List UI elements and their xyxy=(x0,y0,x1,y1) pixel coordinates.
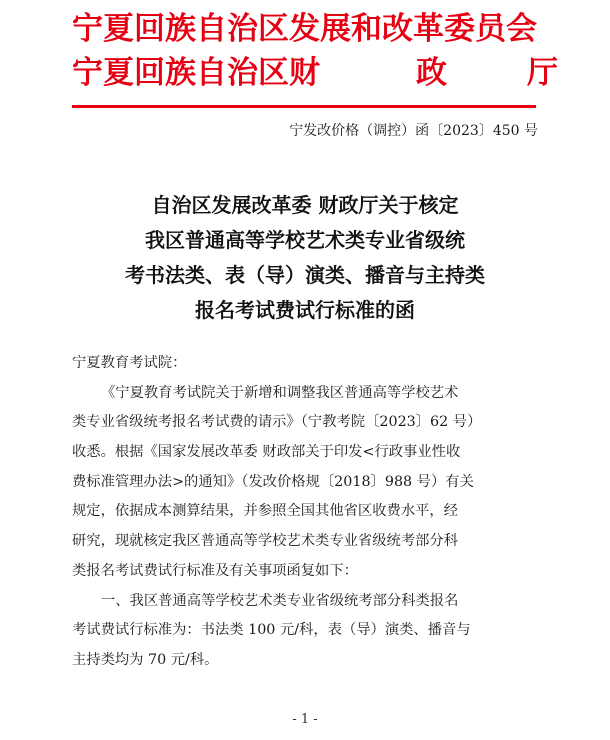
issuer-header-line-2 xyxy=(72,55,558,91)
document-title-line-1: 自治区发展改革委 财政厅关于核定 xyxy=(151,193,459,217)
document-title-line-3: 考书法类、表（导）演类、播音与主持类 xyxy=(125,263,485,287)
document-title-line-2: 我区普通高等学校艺术类专业省级统 xyxy=(145,228,465,252)
body-line-4: 费标准管理办法>的通知》（发改价格规〔2018〕988 号）有关 xyxy=(72,474,474,490)
addressee: 宁夏教育考试院： xyxy=(72,355,187,371)
body-line-7: 类报名考试费试行标准及有关事项函复如下： xyxy=(72,563,358,579)
body-line-6: 研究，现就核定我区普通高等学校艺术类专业省级统考部分科 xyxy=(72,533,459,549)
body-line-9: 考试费试行标准为：书法类 100 元/科，表（导）演类、播音与 xyxy=(72,622,471,638)
body-line-5: 规定，依据成本测算结果，并参照全国其他省区收费水平，经 xyxy=(72,503,459,519)
document-number: 宁发改价格（调控）函〔2023〕450 号 xyxy=(289,123,538,139)
body-line-10: 主持类均为 70 元/科。 xyxy=(72,652,219,668)
issuer-header-line-1: 宁夏回族自治区发展和改革委员会 xyxy=(72,11,537,47)
body-line-2: 类专业省级统考报名考试费的请示》（宁教考院〔2023〕62 号） xyxy=(72,414,482,430)
red-header-rule xyxy=(72,105,536,108)
body-line-3: 收悉。根据《国家发展改革委 财政部关于印发<行政事业性收 xyxy=(72,444,461,460)
body-line-1: 《宁夏教育考试院关于新增和调整我区普通高等学校艺术 xyxy=(101,385,459,401)
page-number: - 1 - xyxy=(292,712,318,727)
body-line-8: 一、我区普通高等学校艺术类专业省级统考部分科类报名 xyxy=(101,593,459,609)
issuer-header-line-2-prefix: 宁夏回族自治区财 xyxy=(72,55,320,91)
issuer-header-char-ting: 厅 xyxy=(527,55,558,91)
document-title-line-4: 报名考试费试行标准的函 xyxy=(195,298,415,322)
issuer-header-char-zheng: 政 xyxy=(416,55,447,91)
